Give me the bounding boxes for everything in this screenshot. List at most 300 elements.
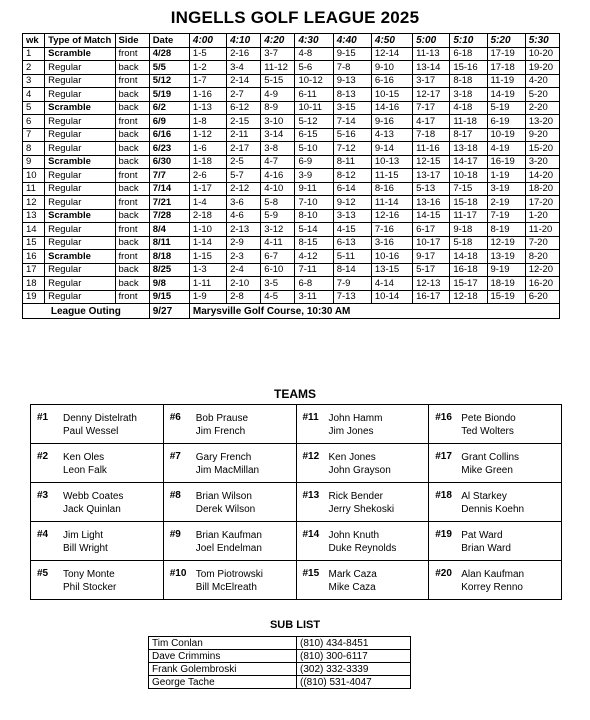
schedule-cell: 1-8 (189, 115, 226, 129)
schedule-cell: 11-15 (371, 169, 412, 183)
team-cell (31, 405, 164, 444)
team-cell (429, 444, 562, 483)
team-player: Duke Reynolds (328, 543, 397, 554)
team-player: Jack Quinlan (63, 504, 121, 515)
sub-row (149, 663, 411, 676)
schedule-cell: 11-16 (413, 142, 450, 156)
team-player: Paul Wessel (63, 426, 119, 437)
team-players (63, 412, 137, 438)
team-cell (296, 444, 429, 483)
team-number: #11 (302, 412, 319, 423)
schedule-cell: 18 (23, 277, 45, 291)
schedule-cell: 6-11 (295, 88, 333, 102)
schedule-cell: 16 (23, 250, 45, 264)
schedule-cell: 5-10 (295, 142, 333, 156)
sub-phone: (302) 332-3339 (297, 663, 411, 676)
schedule-cell: 19-20 (525, 61, 559, 75)
team-entry (429, 561, 561, 594)
schedule-cell: 2-20 (525, 101, 559, 115)
team-players (461, 568, 524, 594)
schedule-cell: 19 (23, 290, 45, 304)
sub-row (149, 637, 411, 650)
schedule-cell: Regular (45, 236, 115, 250)
schedule-cell: 16-20 (525, 277, 559, 291)
schedule-cell: 17 (23, 263, 45, 277)
schedule-cell: 8-13 (333, 88, 371, 102)
team-number: #17 (435, 451, 452, 462)
team-number: #3 (37, 490, 49, 501)
sub-name: Dave Crimmins (149, 650, 297, 663)
sub-row (149, 650, 411, 663)
team-number: #5 (37, 568, 49, 579)
schedule-cell: 5/5 (149, 61, 189, 75)
team-player: Ted Wolters (461, 426, 514, 437)
schedule-cell: 1-12 (189, 128, 226, 142)
schedule-cell: 13-18 (450, 142, 487, 156)
schedule-cell: 2-9 (227, 236, 261, 250)
schedule-cell: 12-19 (487, 236, 525, 250)
schedule-cell: 9-15 (333, 47, 371, 61)
schedule-cell: 9/15 (149, 290, 189, 304)
schedule-cell: 17-19 (487, 47, 525, 61)
schedule-cell: 9-20 (525, 128, 559, 142)
schedule-cell: 4-8 (295, 47, 333, 61)
schedule-cell: 15 (23, 236, 45, 250)
team-player: Derek Wilson (195, 504, 256, 515)
schedule-row (23, 74, 560, 88)
schedule-cell: Scramble (45, 155, 115, 169)
schedule-cell: 3-16 (371, 236, 412, 250)
schedule-cell: 5 (23, 101, 45, 115)
schedule-cell: 6-17 (413, 223, 450, 237)
schedule-cell: 4-13 (371, 128, 412, 142)
schedule-cell: 9-13 (333, 74, 371, 88)
schedule-cell: 5-15 (261, 74, 295, 88)
schedule-cell: 4/28 (149, 47, 189, 61)
team-players (63, 529, 108, 555)
league-outing-row (23, 304, 560, 319)
schedule-cell: 8/11 (149, 236, 189, 250)
schedule-cell: 1-13 (189, 101, 226, 115)
schedule-cell: 7-18 (413, 128, 450, 142)
schedule-cell: 4-18 (450, 101, 487, 115)
schedule-cell: front (115, 250, 149, 264)
team-cell (31, 561, 164, 600)
schedule-cell: Regular (45, 169, 115, 183)
team-number: #7 (169, 451, 181, 462)
team-entry (297, 561, 429, 594)
team-number: #18 (435, 490, 452, 501)
team-number: #12 (302, 451, 320, 462)
teams-row (31, 483, 562, 522)
schedule-cell: 5-13 (413, 182, 450, 196)
schedule-cell: 5-18 (450, 236, 487, 250)
schedule-cell: 15-17 (450, 277, 487, 291)
schedule-cell: 1-2 (189, 61, 226, 75)
schedule-cell: 14-16 (371, 101, 412, 115)
team-players (461, 490, 524, 516)
schedule-cell: 15-19 (487, 290, 525, 304)
schedule-cell: 2-17 (227, 142, 261, 156)
schedule-row (23, 169, 560, 183)
team-entry (31, 444, 163, 477)
schedule-cell: 9/8 (149, 277, 189, 291)
schedule-cell: 16-17 (413, 290, 450, 304)
schedule-cell: 5-20 (525, 88, 559, 102)
schedule-cell: Regular (45, 74, 115, 88)
schedule-cell: 14-15 (413, 209, 450, 223)
schedule-cell: front (115, 223, 149, 237)
schedule-cell: 4-10 (261, 182, 295, 196)
schedule-cell: 2-12 (227, 182, 261, 196)
schedule-row (23, 142, 560, 156)
team-cell (429, 561, 562, 600)
schedule-cell: 6-18 (450, 47, 487, 61)
schedule-header-cell: Date (149, 34, 189, 48)
schedule-cell: 5-19 (487, 101, 525, 115)
team-player: Leon Falk (63, 465, 107, 476)
schedule-cell: 7-16 (371, 223, 412, 237)
team-number: #9 (169, 529, 181, 540)
schedule-cell: 11-19 (487, 74, 525, 88)
team-entry (429, 522, 561, 555)
team-entry (429, 405, 561, 438)
schedule-cell: 1 (23, 47, 45, 61)
schedule-cell: 10-18 (450, 169, 487, 183)
schedule-cell: Regular (45, 142, 115, 156)
schedule-row (23, 47, 560, 61)
schedule-row (23, 290, 560, 304)
schedule-cell: Regular (45, 277, 115, 291)
schedule-header-cell: 4:50 (371, 34, 412, 48)
schedule-row (23, 196, 560, 210)
schedule-cell: 8-18 (450, 74, 487, 88)
schedule-cell: back (115, 277, 149, 291)
schedule-row (23, 236, 560, 250)
schedule-cell: 7 (23, 128, 45, 142)
team-player: Gary French (195, 452, 252, 463)
schedule-cell: 3-8 (261, 142, 295, 156)
schedule-cell: front (115, 169, 149, 183)
schedule-cell: Regular (45, 290, 115, 304)
team-entry (429, 444, 561, 477)
schedule-cell: 6/23 (149, 142, 189, 156)
schedule-cell: 10-15 (371, 88, 412, 102)
teams-row (31, 444, 562, 483)
schedule-cell: front (115, 290, 149, 304)
schedule-cell: 5-6 (295, 61, 333, 75)
schedule-cell: 6-7 (261, 250, 295, 264)
schedule-cell: 8/4 (149, 223, 189, 237)
schedule-cell: 8-20 (525, 250, 559, 264)
schedule-cell: 8/25 (149, 263, 189, 277)
team-players (461, 451, 519, 477)
team-player: Rick Bender (328, 491, 383, 502)
schedule-cell: 4-6 (227, 209, 261, 223)
schedule-cell: Regular (45, 115, 115, 129)
team-player: Mark Caza (328, 569, 377, 580)
schedule-cell: 15-18 (450, 196, 487, 210)
schedule-header-cell: Type of Match (45, 34, 115, 48)
schedule-cell: 8-16 (371, 182, 412, 196)
schedule-cell: 2-6 (189, 169, 226, 183)
schedule-cell: 11 (23, 182, 45, 196)
schedule-cell: 5/19 (149, 88, 189, 102)
team-cell (163, 483, 296, 522)
schedule-cell: 1-4 (189, 196, 226, 210)
schedule-cell: 4-11 (261, 236, 295, 250)
schedule-cell: 9-12 (333, 196, 371, 210)
schedule-cell: 13-17 (413, 169, 450, 183)
schedule-cell: 2-10 (227, 277, 261, 291)
schedule-cell: 4-17 (413, 115, 450, 129)
schedule-cell: 18-20 (525, 182, 559, 196)
team-players (196, 568, 263, 594)
team-number: #8 (169, 490, 181, 501)
schedule-cell: 1-10 (189, 223, 226, 237)
schedule-cell: 5/12 (149, 74, 189, 88)
team-players (461, 529, 511, 555)
schedule-cell: 16-19 (487, 155, 525, 169)
schedule-cell: 12-14 (371, 47, 412, 61)
schedule-cell: 14-17 (450, 155, 487, 169)
schedule-cell: 1-3 (189, 263, 226, 277)
league-outing-details: Marysville Golf Course, 10:30 AM (189, 304, 559, 319)
team-player: Jim Light (63, 530, 104, 541)
schedule-cell: 4-5 (261, 290, 295, 304)
schedule-cell: 7-9 (333, 277, 371, 291)
team-entry (429, 483, 561, 516)
schedule-header-cell: Side (115, 34, 149, 48)
schedule-cell: 6-16 (371, 74, 412, 88)
schedule-cell: 5-12 (295, 115, 333, 129)
schedule-cell: 8-15 (295, 236, 333, 250)
schedule-cell: 8-19 (487, 223, 525, 237)
schedule-cell: 10-11 (295, 101, 333, 115)
schedule-cell: 2-7 (227, 88, 261, 102)
team-player: Phil Stocker (63, 582, 117, 593)
schedule-cell: back (115, 101, 149, 115)
schedule-cell: 7/14 (149, 182, 189, 196)
schedule-cell: 7-11 (295, 263, 333, 277)
schedule-cell: 6-20 (525, 290, 559, 304)
team-cell (429, 483, 562, 522)
team-player: Tony Monte (63, 569, 115, 580)
schedule-cell: 10-13 (371, 155, 412, 169)
schedule-cell: 8-9 (261, 101, 295, 115)
schedule-cell: 7-20 (525, 236, 559, 250)
schedule-cell: 3-7 (261, 47, 295, 61)
schedule-cell: Scramble (45, 47, 115, 61)
schedule-cell: Scramble (45, 250, 115, 264)
schedule-header-cell: 4:40 (333, 34, 371, 48)
schedule-cell: Regular (45, 263, 115, 277)
schedule-cell: 12 (23, 196, 45, 210)
schedule-cell: 3-12 (261, 223, 295, 237)
schedule-cell: 8-17 (450, 128, 487, 142)
schedule-cell: 8-11 (333, 155, 371, 169)
team-cell (31, 522, 164, 561)
schedule-header-cell: 5:20 (487, 34, 525, 48)
schedule-cell: 3 (23, 74, 45, 88)
schedule-cell: 11-13 (413, 47, 450, 61)
team-players (63, 568, 116, 594)
team-player: Jim French (195, 426, 246, 437)
team-entry (31, 522, 163, 555)
schedule-row (23, 182, 560, 196)
schedule-cell: back (115, 182, 149, 196)
team-cell (296, 405, 429, 444)
schedule-cell: 6-12 (227, 101, 261, 115)
schedule-cell: 1-20 (525, 209, 559, 223)
schedule-cell: 12-18 (450, 290, 487, 304)
schedule-cell: 11-12 (261, 61, 295, 75)
schedule-cell: 7-17 (413, 101, 450, 115)
team-entry (297, 405, 429, 438)
schedule-cell: 4-19 (487, 142, 525, 156)
schedule-cell: 14 (23, 223, 45, 237)
schedule-cell: 1-7 (189, 74, 226, 88)
team-player: Mike Caza (328, 582, 376, 593)
team-players (196, 412, 248, 438)
schedule-cell: 3-13 (333, 209, 371, 223)
schedule-cell: 5-9 (261, 209, 295, 223)
schedule-cell: front (115, 115, 149, 129)
schedule-cell: 12-17 (413, 88, 450, 102)
schedule-cell: 12-15 (413, 155, 450, 169)
team-player: Pete Biondo (461, 413, 516, 424)
schedule-cell: 7/7 (149, 169, 189, 183)
schedule-cell: 14-20 (525, 169, 559, 183)
sub-name: Tim Conlan (149, 637, 297, 650)
schedule-cell: front (115, 196, 149, 210)
team-player: Webb Coates (63, 491, 124, 502)
schedule-cell: 9-11 (295, 182, 333, 196)
schedule-cell: 3-19 (487, 182, 525, 196)
teams-row (31, 522, 562, 561)
league-outing-label: League Outing (23, 304, 150, 319)
schedule-cell: 2-5 (227, 155, 261, 169)
schedule-cell: 10-19 (487, 128, 525, 142)
team-player: Alan Kaufman (461, 569, 525, 580)
team-player: Al Starkey (461, 491, 507, 502)
schedule-cell: 3-10 (261, 115, 295, 129)
teams-heading: TEAMS (274, 387, 316, 401)
team-cell (296, 522, 429, 561)
schedule-cell: 11-14 (371, 196, 412, 210)
schedule-cell: back (115, 263, 149, 277)
schedule-cell: 3-18 (450, 88, 487, 102)
schedule-cell: 7-15 (450, 182, 487, 196)
team-cell (31, 483, 164, 522)
team-cell (296, 483, 429, 522)
schedule-cell: Regular (45, 182, 115, 196)
team-player: Ken Oles (63, 452, 105, 463)
schedule-cell: 9-10 (371, 61, 412, 75)
schedule-cell: 2-14 (227, 74, 261, 88)
schedule-cell: 5-11 (333, 250, 371, 264)
schedule-cell: 9-14 (371, 142, 412, 156)
schedule-cell: 5-17 (413, 263, 450, 277)
schedule-cell: 10-16 (371, 250, 412, 264)
schedule-cell: 3-17 (413, 74, 450, 88)
schedule-cell: 1-6 (189, 142, 226, 156)
schedule-cell: 6/2 (149, 101, 189, 115)
team-player: John Knuth (328, 530, 380, 541)
team-player: Grant Collins (461, 452, 520, 463)
schedule-cell: 1-19 (487, 169, 525, 183)
schedule-cell: 8-12 (333, 169, 371, 183)
team-players (196, 490, 255, 516)
schedule-cell: 6/9 (149, 115, 189, 129)
schedule-cell: 9 (23, 155, 45, 169)
schedule-cell: 1-5 (189, 47, 226, 61)
schedule-cell: 1-16 (189, 88, 226, 102)
schedule-cell: 10-20 (525, 47, 559, 61)
team-players (329, 529, 397, 555)
sub-name: George Tache (149, 676, 297, 689)
team-entry (164, 522, 296, 555)
schedule-row (23, 277, 560, 291)
team-entry (164, 405, 296, 438)
schedule-cell: 4 (23, 88, 45, 102)
schedule-header-cell: 4:20 (261, 34, 295, 48)
schedule-cell: 17-20 (525, 196, 559, 210)
team-entry (31, 405, 163, 438)
schedule-cell: Regular (45, 128, 115, 142)
schedule-cell: 3-5 (261, 277, 295, 291)
schedule-cell: 11-20 (525, 223, 559, 237)
team-cell (429, 405, 562, 444)
schedule-cell: 5-8 (261, 196, 295, 210)
schedule-row (23, 155, 560, 169)
team-cell (163, 405, 296, 444)
team-players (329, 568, 377, 594)
schedule-header-cell: 5:00 (413, 34, 450, 48)
schedule-cell: 8 (23, 142, 45, 156)
schedule-cell: 4-9 (261, 88, 295, 102)
schedule-cell: 2-3 (227, 250, 261, 264)
schedule-cell: 10-12 (295, 74, 333, 88)
schedule-cell: 6 (23, 115, 45, 129)
schedule-cell: 1-18 (189, 155, 226, 169)
schedule-cell: 13-16 (413, 196, 450, 210)
sub-row (149, 676, 411, 689)
team-player: Brian Wilson (195, 491, 252, 502)
schedule-cell: 3-20 (525, 155, 559, 169)
team-player: John Hamm (328, 413, 383, 424)
team-number: #16 (435, 412, 452, 423)
team-player: Dennis Koehn (461, 504, 525, 515)
schedule-cell: back (115, 236, 149, 250)
team-players (329, 451, 391, 477)
schedule-row (23, 250, 560, 264)
schedule-cell: back (115, 209, 149, 223)
team-entry (31, 561, 163, 594)
schedule-cell: 1-11 (189, 277, 226, 291)
team-player: Bill McElreath (195, 582, 257, 593)
team-entry (164, 444, 296, 477)
schedule-header-cell: wk (23, 34, 45, 48)
schedule-header-row (23, 34, 560, 48)
schedule-cell: 5-16 (333, 128, 371, 142)
schedule-cell: 2-16 (227, 47, 261, 61)
schedule-cell: Regular (45, 223, 115, 237)
schedule-cell: 2-13 (227, 223, 261, 237)
schedule-table (22, 33, 560, 319)
schedule-cell: 7-19 (487, 209, 525, 223)
schedule-header-cell: 4:30 (295, 34, 333, 48)
